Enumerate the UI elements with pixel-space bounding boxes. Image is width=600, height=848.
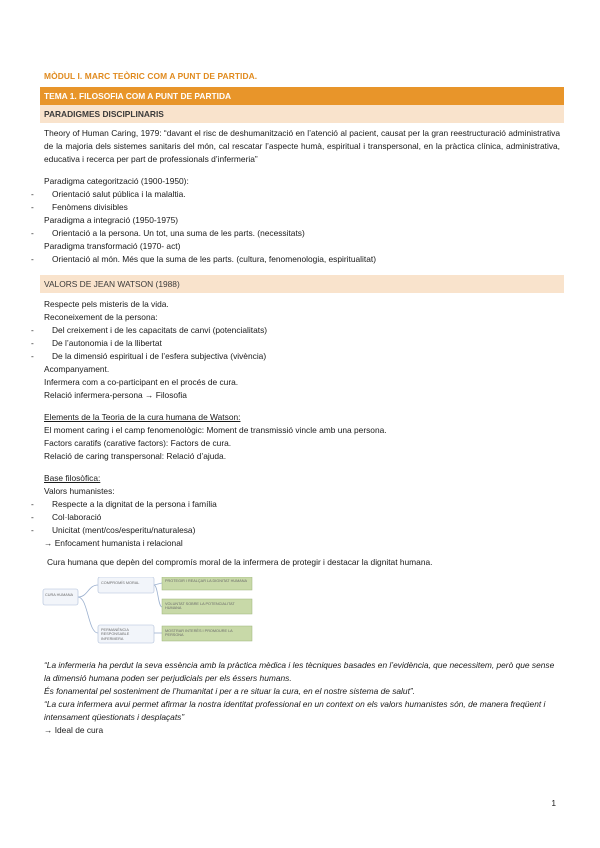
- diagram-root-label: CURA HUMANA: [45, 593, 74, 597]
- paradigm-2-title: Paradigma a integració (1950-1975): [44, 215, 179, 225]
- diagram-leaf-label-1: PROTEGIR I REALÇAR LA DIGNITAT HUMANA: [165, 579, 248, 583]
- text-line: Factors caratifs (carative factors): Factors de cura.: [44, 438, 232, 448]
- diagram-mid-label-2: PERMANÈNCIA RESPONSABLE INFERMERA: [101, 628, 130, 641]
- values-title: Valors humanistes:: [44, 486, 115, 496]
- paradigm-1-title: Paradigma categorització (1900-1950):: [44, 176, 189, 186]
- text-line: Infermera com a co-participant en el procés de cura.: [44, 377, 239, 387]
- diagram-leaf-label-2: VOLUNTAT SOBRE LA POTENCIALITAT HUMANA: [165, 602, 235, 611]
- cura-humana-line: Cura humana que depèn del compromís moral de la infermera de protegir i destacar la dignitat humana.: [47, 557, 433, 567]
- list-item: - De la dimensió espiritual i de l’esfera subjectiva (vivència): [31, 351, 267, 361]
- watson-intro-paragraph: Theory of Human Caring, 1979: “davant el risc de deshumanització en l’atenció al pacient, causat per la gran reestructuració administrativa de la majoria dels sistemes sanitaris del món, cal rescatar l’aspecte humà, espiritual i transpersonal, en la pràctica clínica, administrativa, educativa i recerca per part de professionals d’infermeria”: [44, 128, 560, 164]
- list-item: - Orientació salut pública i la malaltia.: [31, 189, 186, 199]
- quotes-block: [44, 659, 560, 737]
- text-line: Acompanyament.: [44, 364, 110, 374]
- list-item: - Orientació al món. Més que la suma de les parts. (cultura, fenomenologia, espiritualitat): [31, 254, 376, 264]
- list-item: - Del creixement i de les capacitats de canvi (potencialitats): [31, 325, 268, 335]
- base-filosofica-title: Base filosòfica:: [44, 473, 101, 483]
- text-line: Reconeixement de la persona:: [44, 312, 158, 322]
- text-line: → Enfocament humanista i relacional: [44, 538, 183, 548]
- module-title: MÒDUL I. MARC TEÒRIC COM A PUNT DE PARTIDA.: [44, 71, 258, 81]
- paradigm-3-title: Paradigma transformació (1970- act): [44, 241, 181, 251]
- section-header-paradigmes: PARADIGMES DISCIPLINARIS: [40, 105, 564, 123]
- cura-humana-diagram: [42, 577, 292, 649]
- list-item: - Unicitat (ment/cos/esperitu/naturalesa): [31, 525, 196, 535]
- quote-text: “La infermeria ha perdut la seva essència amb la pràctica mèdica i les tècniques basades en l’evidència, que necessitem, però que sense la dimensió humana poden ser perjudicials per els éssers humans.: [44, 660, 555, 683]
- quote-text: És fonamental pel sosteniment de l’humanitat i per a re situar la cura, en el nostre sistema de salut”.: [44, 686, 416, 696]
- text-line: El moment caring i el camp fenomenològic: Moment de transmissió vincle amb una persona.: [44, 425, 387, 435]
- list-item: - Respecte a la dignitat de la persona i família: [31, 499, 217, 509]
- diagram-leaf-label-3: MOSTRAR INTERÈS I PROMOURE LA PERSONA: [165, 629, 233, 638]
- text-line: Relació de caring transpersonal: Relació d’ajuda.: [44, 451, 227, 461]
- diagram-mid-label-1: COMPROMÍS MORAL: [101, 581, 140, 585]
- section-header-valors: VALORS DE JEAN WATSON (1988): [40, 275, 564, 293]
- text-line: Relació infermera-persona → Filosofia: [44, 390, 187, 400]
- topic-title-bar: TEMA 1. FILOSOFIA COM A PUNT DE PARTIDA: [40, 87, 564, 105]
- list-item: - Col·laboració: [31, 512, 102, 522]
- elements-title: Elements de la Teoria de la cura humana de Watson:: [44, 412, 241, 422]
- list-item: - De l’autonomia i de la llibertat: [31, 338, 162, 348]
- text-line: Respecte pels misteris de la vida.: [44, 299, 169, 309]
- page-content: [31, 70, 560, 737]
- final-line: → Ideal de cura: [44, 725, 104, 735]
- quote-text: “La cura infermera avui permet afirmar la nostra identitat professional en un context on els valors humanistes són, de manera freqüent i intensament qüestionats i desplaçats”: [44, 699, 546, 722]
- page-number: 1: [551, 798, 556, 808]
- diagram-connectors: [42, 577, 292, 649]
- list-item: - Fenòmens divisibles: [31, 202, 128, 212]
- list-item: - Orientació a la persona. Un tot, una suma de les parts. (necessitats): [31, 228, 305, 238]
